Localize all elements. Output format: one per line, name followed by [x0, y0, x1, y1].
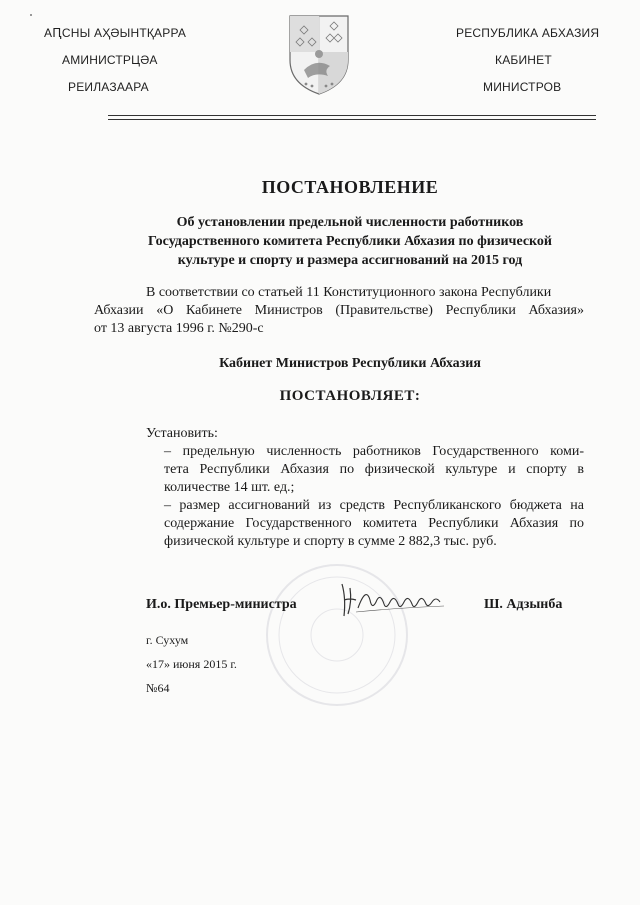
- basis-line: В соответствии со статьей 11 Конституционного закона Республики: [146, 285, 552, 300]
- header-right-line-2: КАБИНЕТ: [495, 53, 552, 67]
- header-left-line-1: АԤСНЫ АҲӘЫНТҚАРРА: [44, 26, 187, 40]
- body-line: – предельную численность работников Государственного коми-: [164, 444, 584, 459]
- body-line: физической культуре и спорту в сумме 2 882,3 тыс. руб.: [164, 534, 497, 549]
- issuer: Кабинет Министров Республики Абхазия: [219, 356, 481, 371]
- header-left-line-2: АМИНИСТРЦӘА: [62, 53, 158, 67]
- legal-basis: [94, 284, 584, 338]
- decree-body: [146, 425, 584, 551]
- body-line: – размер ассигнований из средств Республиканского бюджета на: [164, 498, 584, 513]
- header-divider: [108, 115, 596, 116]
- basis-line: от 13 августа 1996 г. №290-с: [94, 321, 264, 336]
- handwritten-signature: [336, 578, 448, 620]
- subject-line: Государственного комитета Республики Абхазия по физической: [147, 234, 552, 249]
- signatory-title: И.о. Премьер-министра: [146, 597, 297, 612]
- scan-speck: [30, 14, 32, 16]
- city: г. Сухум: [146, 633, 189, 647]
- coat-of-arms-icon: [286, 12, 352, 96]
- date: «17» июня 2015 г.: [146, 657, 237, 671]
- document-subject: [120, 213, 580, 270]
- subject-line: Об установлении предельной численности работников: [176, 215, 524, 230]
- signatory-name: Ш. Адзынба: [484, 597, 563, 612]
- document-number: №64: [146, 681, 170, 695]
- body-line: тета Республики Абхазия по физической культуре и спорту в: [164, 462, 584, 477]
- document-title: ПОСТАНОВЛЕНИЕ: [261, 177, 439, 197]
- header-left-line-3: РЕИЛАЗААРА: [68, 80, 149, 94]
- body-line: содержание Государственного комитета Республики Абхазия по: [164, 516, 584, 531]
- body-line: Установить:: [146, 426, 218, 441]
- basis-line: Абхазии «О Кабинете Министров (Правительстве) Республики Абхазия»: [94, 303, 584, 318]
- subject-line: культуре и спорту и размера ассигнований на 2015 год: [177, 253, 523, 268]
- header-divider-thin: [108, 119, 596, 120]
- body-line: количестве 14 шт. ед.;: [164, 480, 295, 495]
- decree-heading: ПОСТАНОВЛЯЕТ:: [279, 388, 421, 404]
- header-right-line-3: МИНИСТРОВ: [483, 80, 562, 94]
- header-right-line-1: РЕСПУБЛИКА АБХАЗИЯ: [456, 26, 600, 40]
